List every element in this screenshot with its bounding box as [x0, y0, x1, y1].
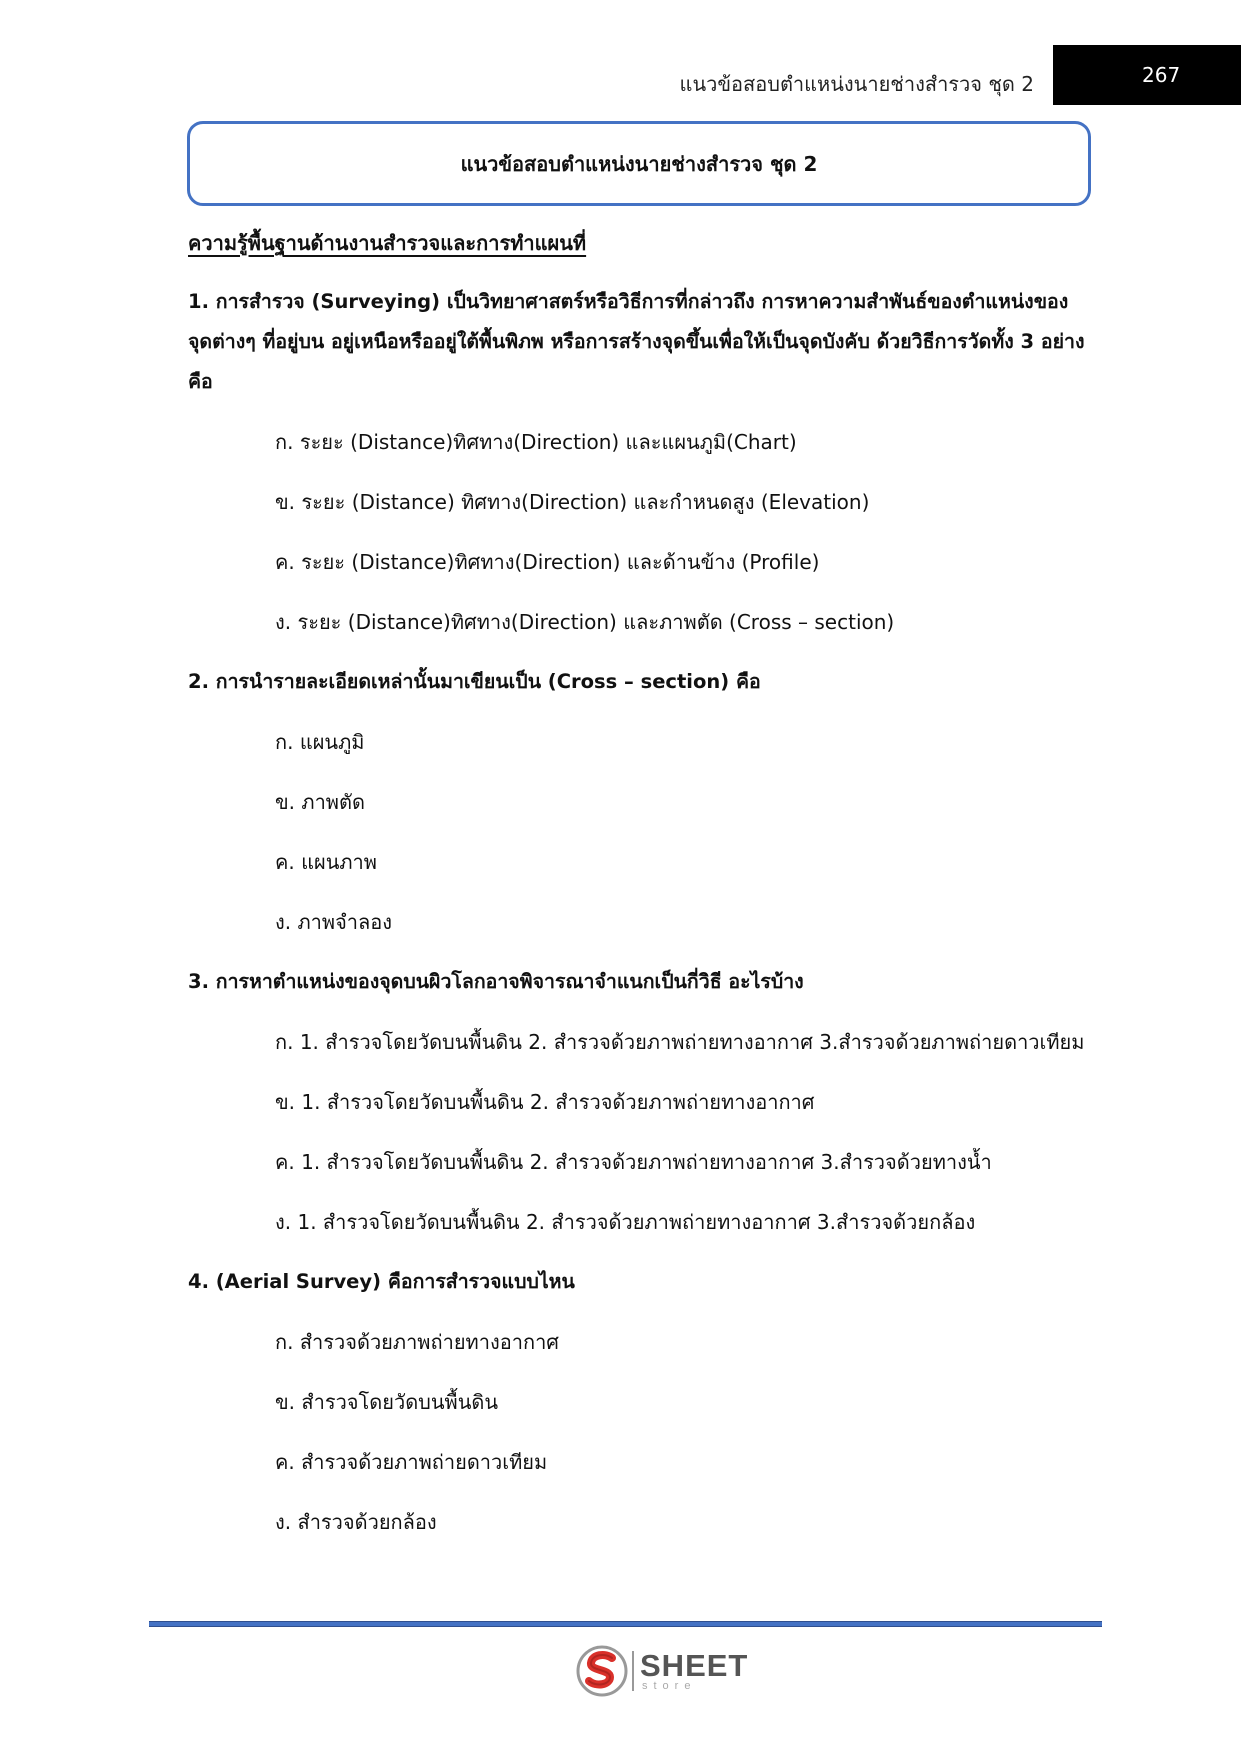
option-item: ง. ระยะ (Distance)ทิศทาง(Direction) และภาพตัด (Cross – section): [275, 610, 895, 634]
logo-text: SHEET: [640, 1648, 749, 1683]
title-box: [187, 121, 1091, 206]
option-item: ข. 1. สำรวจโดยวัดบนพื้นดิน 2. สำรวจด้วยภาพถ่ายทางอากาศ: [275, 1090, 815, 1114]
question-3: [188, 962, 1088, 1242]
section-heading: ความรู้พื้นฐานด้านงานสำรวจและการทำแผนที่: [188, 231, 587, 255]
question-text: 4. (Aerial Survey) คือการสำรวจแบบไหน: [188, 1270, 575, 1293]
option-item: ค. 1. สำรวจโดยวัดบนพื้นดิน 2. สำรวจด้วยภาพถ่ายทางอากาศ 3.สำรวจด้วยทางน้ำ: [275, 1150, 992, 1174]
page-number: 267: [1142, 63, 1181, 87]
option-item: ง. ภาพจำลอง: [275, 910, 393, 934]
footer-divider: [149, 1621, 1102, 1627]
option-item: ง. 1. สำรวจโดยวัดบนพื้นดิน 2. สำรวจด้วยภาพถ่ายทางอากาศ 3.สำรวจด้วยกล้อง: [275, 1210, 976, 1234]
sheet-store-logo: [576, 1644, 748, 1698]
option-item: ข. ระยะ (Distance) ทิศทาง(Direction) และกำหนดสูง (Elevation): [275, 490, 870, 514]
sheet-store-logo-icon: [576, 1645, 628, 1697]
logo-subtext: store: [642, 1680, 697, 1692]
question-text: 2. การนำรายละเอียดเหล่านั้นมาเขียนเป็น (Cross – section) คือ: [188, 670, 761, 693]
option-item: ค. สำรวจด้วยภาพถ่ายดาวเทียม: [275, 1450, 548, 1474]
option-item: ค. ระยะ (Distance)ทิศทาง(Direction) และด้านข้าง (Profile): [275, 550, 820, 574]
option-item: ก. สำรวจด้วยภาพถ่ายทางอากาศ: [275, 1330, 560, 1354]
option-item: ค. แผนภาพ: [275, 850, 377, 874]
option-item: ง. สำรวจด้วยกล้อง: [275, 1510, 437, 1534]
logo-separator: [632, 1651, 634, 1691]
option-item: ข. ภาพตัด: [275, 790, 365, 814]
question-text: 1. การสำรวจ (Surveying) เป็นวิทยาศาสตร์หรือวิธีการที่กล่าวถึง การหาความสำพันธ์ของตำแหน่งของจุดต่างๆ ที่อยู่บน อยู่เหนือหรืออยู่ใต้พื้นพิภพ หรือการสร้างจุดขึ้นเพื่อให้เป็นจุดบังคับ ด้วยวิธีการวัดทั้ง 3 อย่างคือ: [188, 290, 1085, 393]
option-item: ก. แผนภูมิ: [275, 730, 365, 754]
question-text: 3. การหาตำแหน่งของจุดบนผิวโลกอาจพิจารณาจำแนกเป็นกี่วิธี อะไรบ้าง: [188, 970, 804, 993]
question-4: [188, 1262, 1088, 1542]
option-item: ก. 1. สำรวจโดยวัดบนพื้นดิน 2. สำรวจด้วยภาพถ่ายทางอากาศ 3.สำรวจด้วยภาพถ่ายดาวเทียม: [275, 1030, 1085, 1054]
question-2: [188, 662, 1088, 942]
logo-text-group: [640, 1650, 748, 1692]
title-text: แนวข้อสอบตำแหน่งนายช่างสำรวจ ชุด 2: [460, 151, 818, 176]
header-title: แนวข้อสอบตำแหน่งนายช่างสำรวจ ชุด 2: [679, 72, 1034, 96]
option-item: ก. ระยะ (Distance)ทิศทาง(Direction) และแผนภูมิ(Chart): [275, 430, 797, 454]
question-1: [188, 282, 1088, 642]
page-number-box: [1053, 45, 1241, 105]
question-list: [188, 282, 1088, 1562]
option-item: ข. สำรวจโดยวัดบนพื้นดิน: [275, 1390, 499, 1414]
